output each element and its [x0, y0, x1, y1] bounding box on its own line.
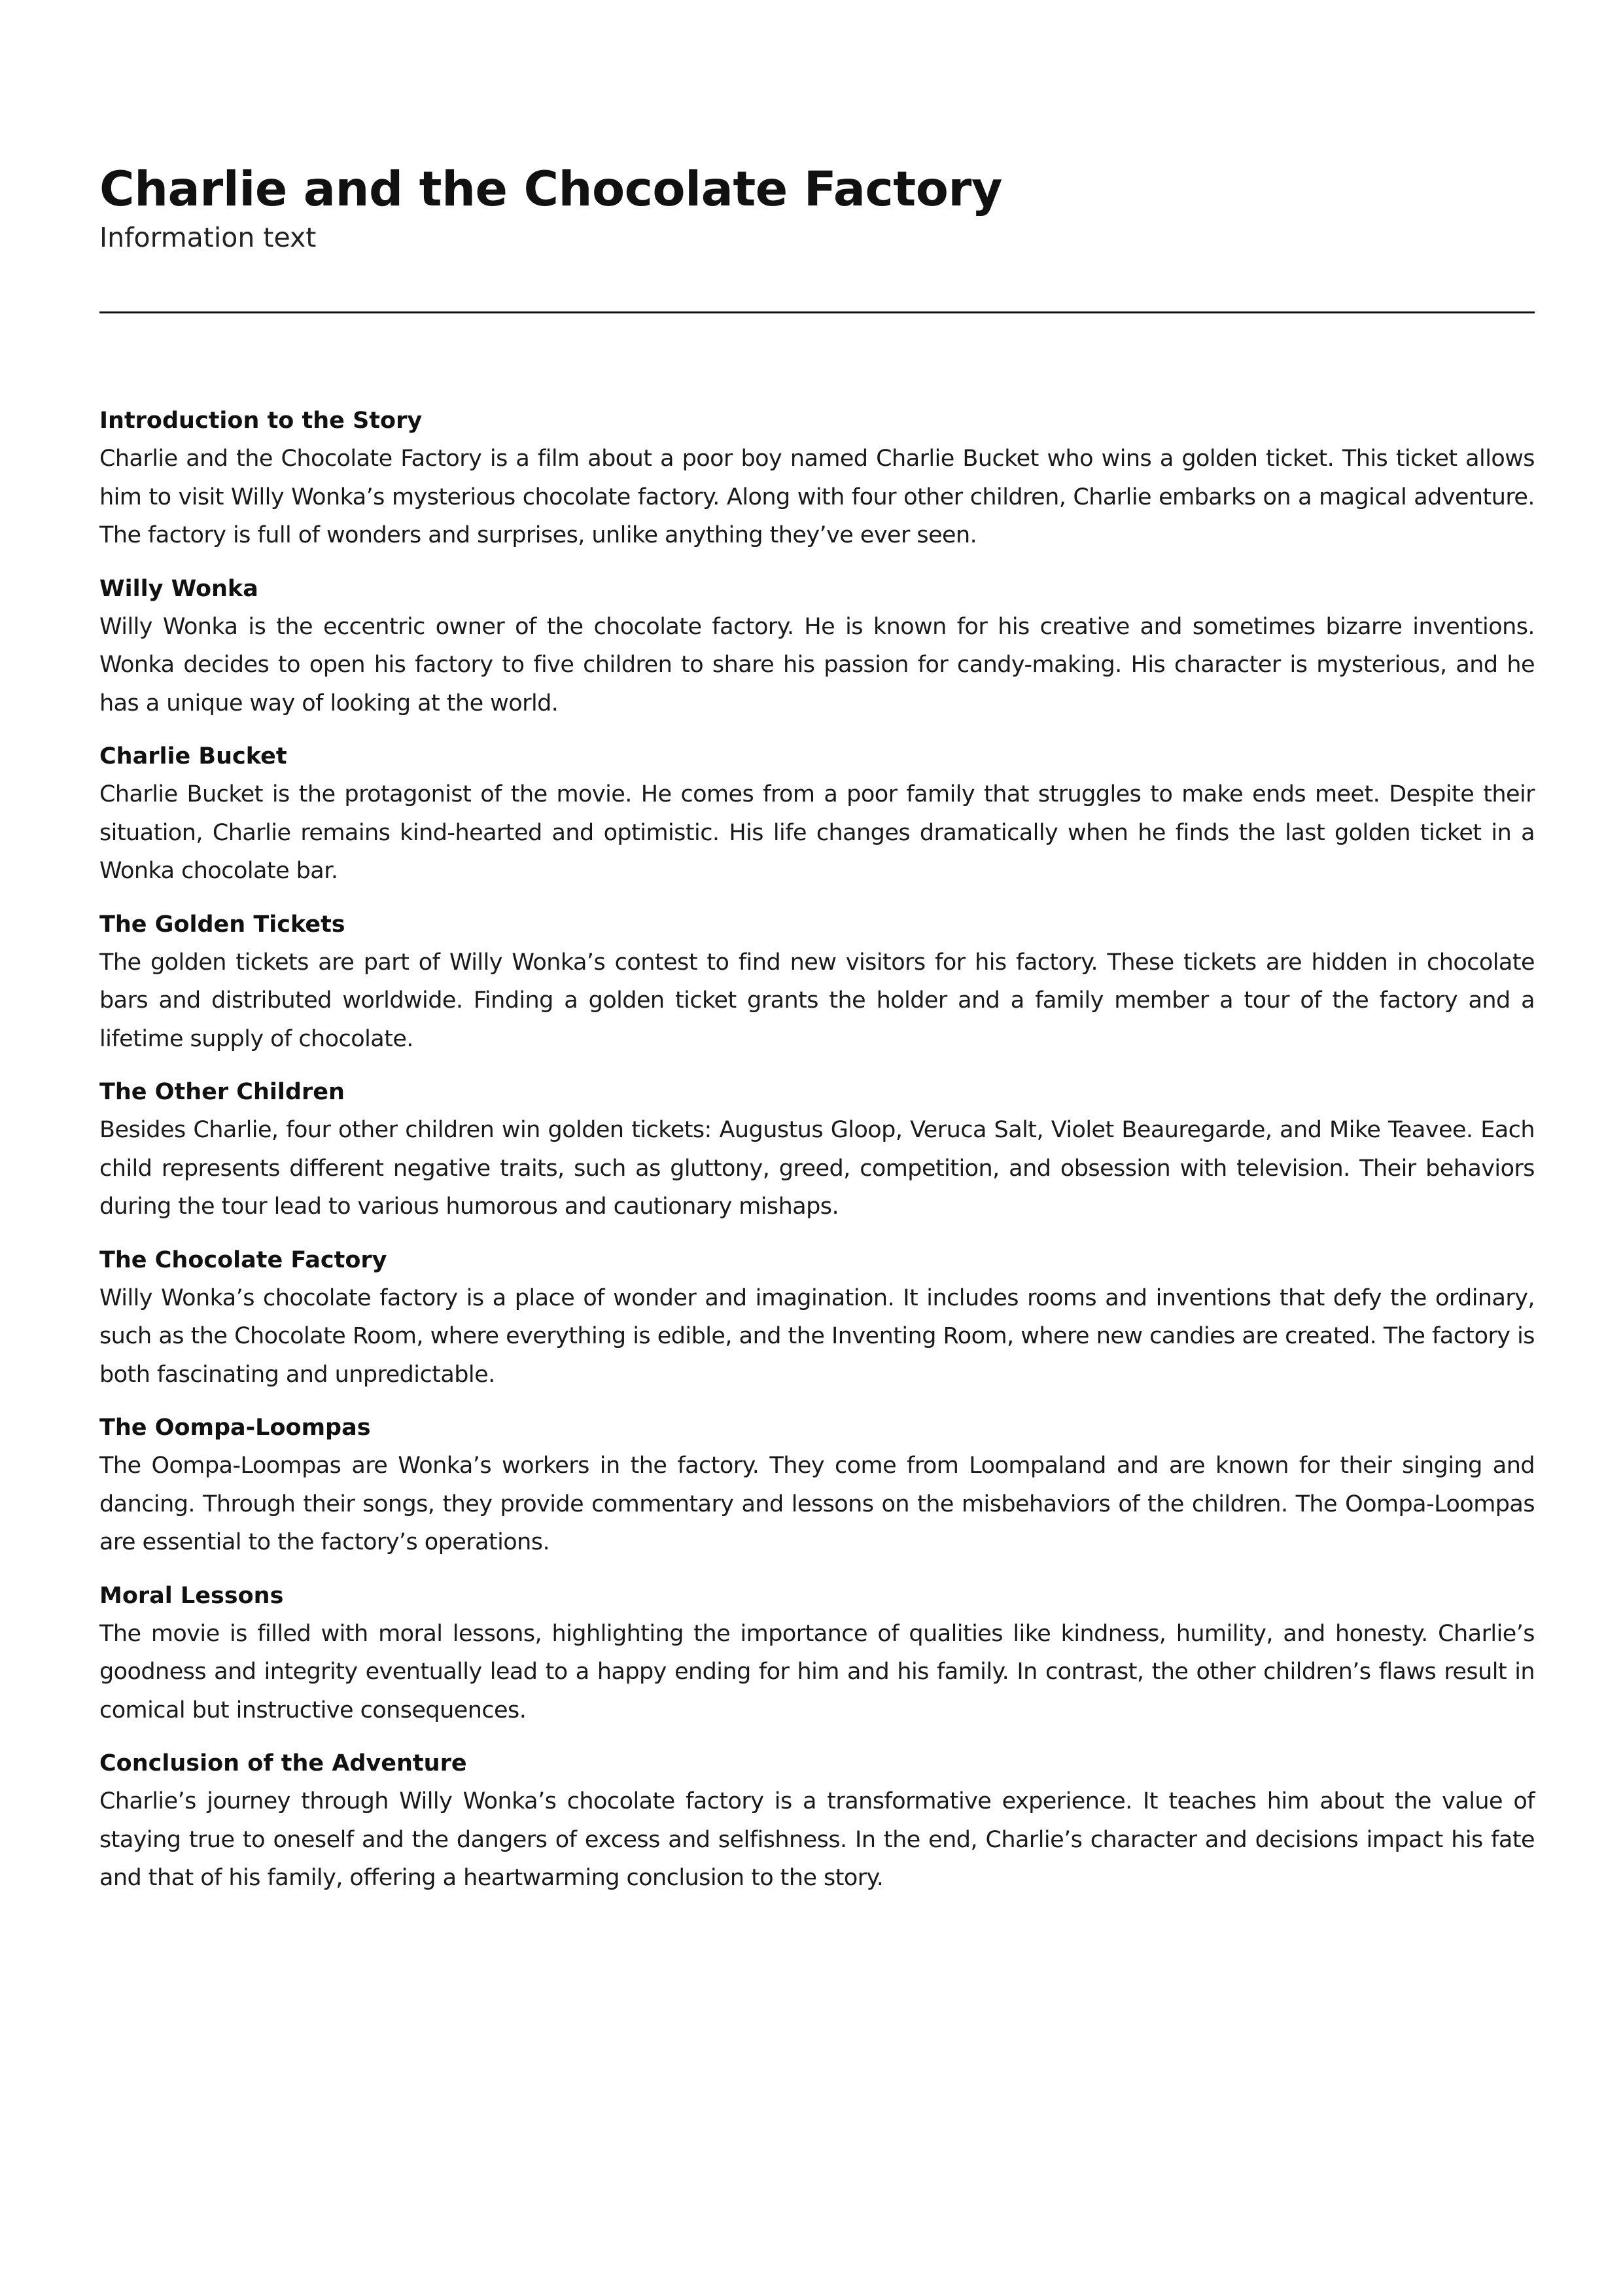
document-body [99, 402, 1535, 1913]
section-introduction [99, 402, 1535, 555]
section-paragraph: Charlie’s journey through Willy Wonka’s chocolate factory is a transformative experience. It teaches him about the value of staying true to oneself and the dangers of excess and selfishness. In the end, Charlie’s character and decisions impact his fate and that of his family, offering a heartwarming conclusion to the story. [99, 1788, 1535, 1891]
section-paragraph: Charlie Bucket is the protagonist of the movie. He comes from a poor family that struggles to make ends meet. Despite their situation, Charlie remains kind-hearted and optimistic. His life changes dramatically when he finds the last golden ticket in a Wonka chocolate bar. [99, 781, 1535, 884]
section-conclusion [99, 1744, 1535, 1898]
section-paragraph: Willy Wonka is the eccentric owner of the chocolate factory. He is known for his creative and sometimes bizarre inventions. Wonka decides to open his factory to five children to share his passion for candy-making. His character is mysterious, and he has a unique way of looking at the world. [99, 613, 1535, 716]
header-divider [99, 311, 1535, 313]
section-paragraph: The Oompa-Loompas are Wonka’s workers in the factory. They come from Loompaland and are known for their singing and dancing. Through their songs, they provide commentary and lessons on the misbehaviors of the children. The Oompa-Loompas are essential to the factory’s operations. [99, 1453, 1535, 1555]
section-heading: Introduction to the Story [99, 408, 423, 434]
section-heading: Moral Lessons [99, 1582, 284, 1609]
section-chocolate-factory [99, 1241, 1535, 1394]
document-title: Charlie and the Chocolate Factory [99, 162, 1002, 217]
section-paragraph: Besides Charlie, four other children win golden tickets: Augustus Gloop, Veruca Salt, Violet Beauregarde, and Mike Teavee. Each child represents different negative traits, such as gluttony, greed, competition, and obsession with television. Their behaviors during the tour lead to various humorous and cautionary mishaps. [99, 1117, 1535, 1220]
section-heading: Conclusion of the Adventure [99, 1750, 467, 1776]
section-paragraph: The movie is filled with moral lessons, highlighting the importance of qualities like kindness, humility, and honesty. Charlie’s goodness and integrity eventually lead to a happy ending for him and his family. In contrast, the other children’s flaws result in comical but instructive consequences. [99, 1620, 1535, 1723]
section-paragraph: Charlie and the Chocolate Factory is a film about a poor boy named Charlie Bucket who wins a golden ticket. This ticket allows him to visit Willy Wonka’s mysterious chocolate factory. Along with four other children, Charlie embarks on a magical adventure. The factory is full of wonders and surprises, unlike anything they’ve ever seen. [99, 446, 1535, 548]
section-willy-wonka [99, 570, 1535, 723]
document-page [99, 0, 1535, 2296]
section-heading: The Chocolate Factory [99, 1246, 387, 1273]
section-heading: The Golden Tickets [99, 911, 345, 938]
section-heading: The Other Children [99, 1079, 345, 1105]
section-other-children [99, 1073, 1535, 1226]
section-heading: The Oompa-Loompas [99, 1415, 371, 1441]
section-heading: Willy Wonka [99, 575, 258, 602]
section-heading: Charlie Bucket [99, 743, 287, 769]
section-moral-lessons [99, 1577, 1535, 1730]
section-charlie-bucket [99, 737, 1535, 891]
section-paragraph: The golden tickets are part of Willy Wonka’s contest to find new visitors for his factory. These tickets are hidden in chocolate bars and distributed worldwide. Finding a golden ticket grants the holder and a family member a tour of the factory and a lifetime supply of chocolate. [99, 949, 1535, 1052]
section-golden-tickets [99, 906, 1535, 1059]
document-subtitle: Information text [99, 222, 317, 253]
section-oompa-loompas [99, 1409, 1535, 1562]
section-paragraph: Willy Wonka’s chocolate factory is a place of wonder and imagination. It includes rooms and inventions that defy the ordinary, such as the Chocolate Room, where everything is edible, and the Inventing Room, where new candies are created. The factory is both fascinating and unpredictable. [99, 1284, 1535, 1388]
